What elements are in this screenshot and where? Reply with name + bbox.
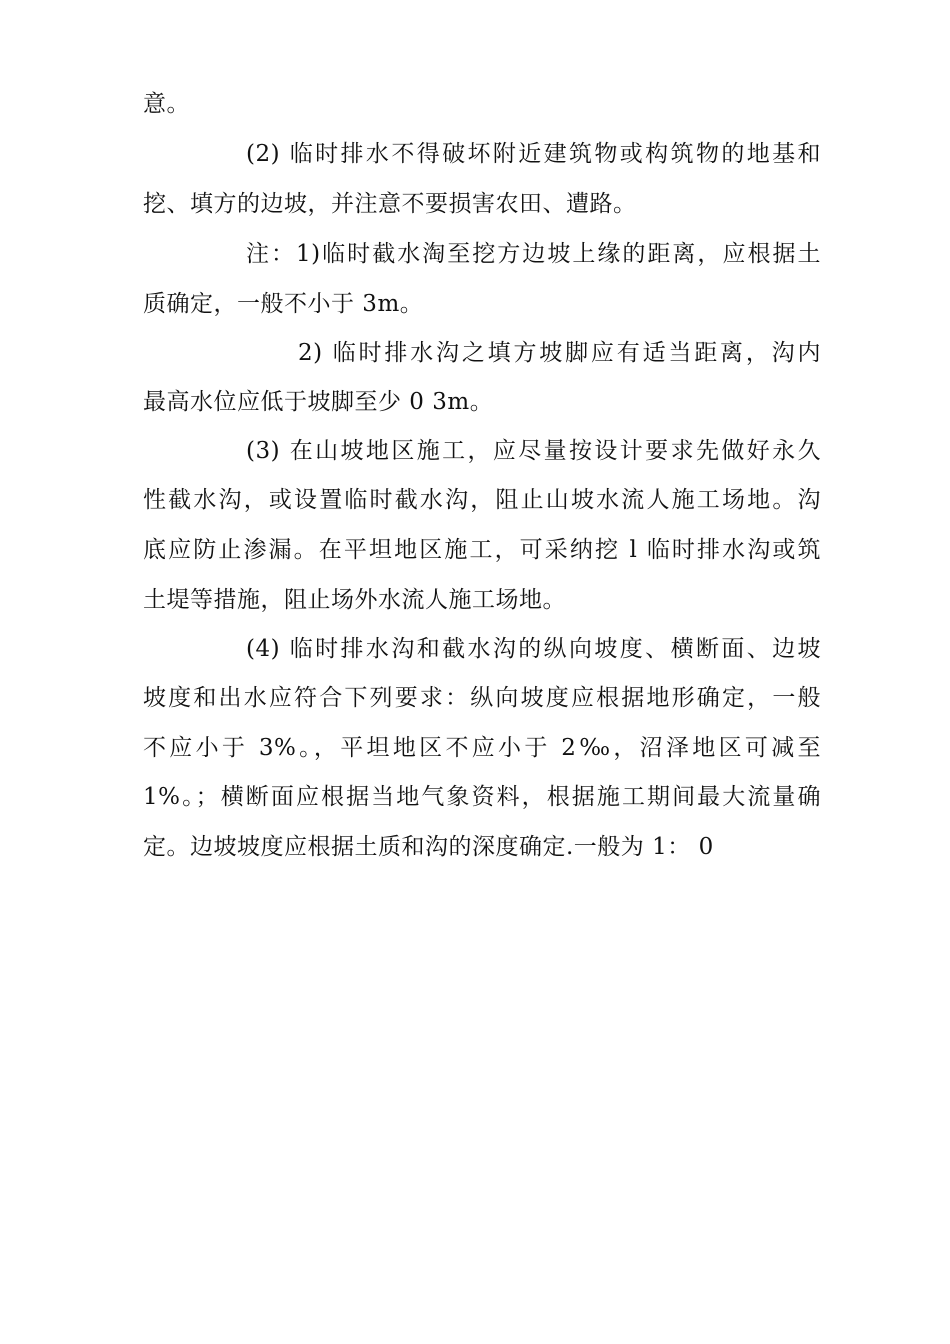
paragraph-line: 底应防止渗漏。在平坦地区施工，可采纳挖 l 临时排水沟或筑	[143, 537, 821, 563]
note-line: 注：1)临时截水淘至挖方边坡上缘的距离，应根据土	[246, 241, 821, 267]
paragraph-line: 挖、填方的边坡，并注意不要损害农田、遭路。	[143, 191, 637, 217]
note-line: 质确定，一般不小于 3m。	[143, 291, 424, 317]
paragraph-line: 1%。；横断面应根据当地气象资料，根据施工期间最大流量确	[143, 784, 821, 810]
paragraph-line: 定。边坡坡度应根据土质和沟的深度确定.一般为 1： 0	[143, 834, 714, 860]
paragraph-line: 土堤等措施，阻止场外水流人施工场地。	[143, 587, 566, 613]
paragraph-line: (4) 临时排水沟和截水沟的纵向坡度、横断面、边坡	[246, 636, 821, 662]
paragraph-line: 坡度和出水应符合下列要求：纵向坡度应根据地形确定，一般	[143, 685, 821, 711]
paragraph-line: (2) 临时排水不得破坏附近建筑物或构筑物的地基和	[246, 141, 821, 167]
paragraph-line: (3) 在山坡地区施工，应尽量按设计要求先做好永久	[246, 438, 821, 464]
note-line: 2) 临时排水沟之填方坡脚应有适当距离，沟内	[298, 340, 821, 366]
paragraph-line: 意。	[143, 91, 190, 117]
paragraph-line: 性截水沟，或设置临时截水沟，阻止山坡水流人施工场地。沟	[143, 487, 821, 513]
paragraph-line: 不应小于 3%。，平坦地区不应小于 2‰，沼泽地区可减至	[143, 735, 821, 761]
note-line: 最高水位应低于坡脚至少 0 3m。	[143, 389, 494, 415]
